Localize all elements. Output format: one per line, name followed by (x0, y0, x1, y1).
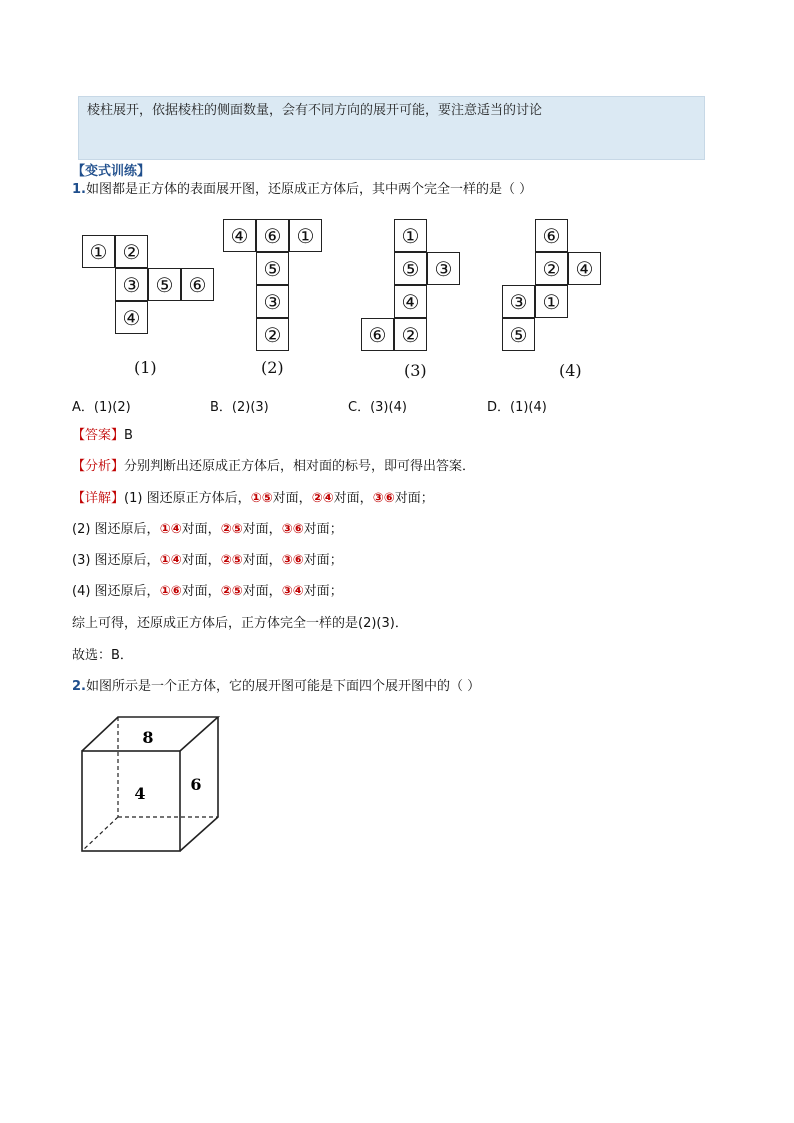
q1-text: 如图都是正方体的表面展开图，还原成正方体后，其中两个完全一样的是（ ） (85, 182, 533, 197)
net-2-cell: ⑤ (256, 252, 289, 285)
net-4-cell: ⑤ (502, 318, 535, 351)
detail-prefix: (2) 图还原后， (72, 522, 160, 537)
detail-tag: 【详解】 (72, 491, 125, 506)
q1-number: 1. (72, 182, 86, 197)
net-2-label: (2) (261, 358, 284, 377)
q1-stem (72, 182, 532, 198)
detail-prefix: (1) 图还原正方体后， (124, 491, 251, 506)
detail-pair: ②④ (311, 491, 334, 506)
pair-suffix: 对面 (242, 522, 269, 537)
summary-line: 综上可得，还原成正方体后，正方体完全一样的是(2)(3)． (72, 616, 408, 631)
pair-suffix: 对面 (272, 491, 299, 506)
hidden-edge (82, 817, 118, 851)
cube-right-label: 6 (190, 775, 202, 794)
detail-pair: ②⑤ (220, 584, 243, 599)
net-1-label: (1) (134, 358, 157, 377)
net-1-cell: ③ (115, 268, 148, 301)
analysis-line (72, 459, 475, 475)
net-3-cell: ④ (394, 285, 427, 318)
option-b[interactable]: B．(2)(3) (210, 400, 269, 415)
detail-line-1: 【详解】(1) 图还原正方体后，①⑤对面，②④对面，③⑥对面； (72, 491, 434, 506)
net-2-cell: ⑥ (256, 219, 289, 252)
pair-suffix: 对面 (181, 522, 208, 537)
net-4-cell: ③ (502, 285, 535, 318)
pair-suffix: 对面 (181, 584, 208, 599)
cube-top-label: 8 (142, 728, 154, 747)
pair-suffix: 对面 (242, 553, 269, 568)
q2-stem (72, 679, 480, 695)
net-1-cell: ⑤ (148, 268, 181, 301)
answer-line (72, 428, 133, 444)
net-2-cell: ② (256, 318, 289, 351)
note-text: 棱柱展开，依据棱柱的侧面数量，会有不同方向的展开可能，要注意适当的讨论 (87, 103, 543, 118)
option-a[interactable]: A．(1)(2) (72, 400, 131, 415)
net-3-cell: ① (394, 219, 427, 252)
q2-text: 如图所示是一个正方体，它的展开图可能是下面四个展开图中的（ ） (85, 679, 481, 694)
detail-prefix: (3) 图还原后， (72, 553, 160, 568)
net-2-cell: ③ (256, 285, 289, 318)
answer-tag: 【答案】 (72, 428, 125, 443)
detail-line-3: (3) 图还原后，①④对面，②⑤对面，③⑥对面； (72, 553, 343, 568)
net-4-cell: ⑥ (535, 219, 568, 252)
net-1-cell: ② (115, 235, 148, 268)
detail-pair: ③④ (281, 584, 304, 599)
net-1-cell: ④ (115, 301, 148, 334)
choice-line: 故选：B． (72, 648, 133, 663)
front-face (82, 751, 180, 851)
pair-suffix: 对面 (303, 553, 330, 568)
detail-pair: ③⑥ (281, 522, 304, 537)
option-d[interactable]: D．(1)(4) (487, 400, 547, 415)
net-3-label: (3) (404, 361, 427, 380)
analysis-tag: 【分析】 (72, 459, 125, 474)
pair-suffix: 对面 (333, 491, 360, 506)
net-3-cell: ⑥ (361, 318, 394, 351)
net-1-cell: ① (82, 235, 115, 268)
net-3-cell: ⑤ (394, 252, 427, 285)
detail-pair: ①④ (159, 553, 182, 568)
net-2-cell: ④ (223, 219, 256, 252)
pair-suffix: 对面 (303, 522, 330, 537)
detail-prefix: (4) 图还原后， (72, 584, 160, 599)
detail-pair: ③⑥ (281, 553, 304, 568)
cube-front-label: 4 (134, 784, 146, 803)
detail-pair: ③⑥ (372, 491, 395, 506)
net-2-cell: ① (289, 219, 322, 252)
net-4-cell: ② (535, 252, 568, 285)
pair-suffix: 对面 (394, 491, 421, 506)
detail-pair: ②⑤ (220, 522, 243, 537)
option-c[interactable]: C．(3)(4) (348, 400, 407, 415)
note-box (78, 96, 705, 160)
section-heading: 【变式训练】 (72, 164, 151, 179)
answer-value: B (124, 428, 133, 443)
pair-suffix: 对面 (181, 553, 208, 568)
pair-suffix: 对面 (303, 584, 330, 599)
detail-pair: ①⑥ (159, 584, 182, 599)
pair-suffix: 对面 (242, 584, 269, 599)
net-4-cell: ① (535, 285, 568, 318)
net-4-cell: ④ (568, 252, 601, 285)
detail-pair: ①⑤ (250, 491, 273, 506)
detail-line-4: (4) 图还原后，①⑥对面，②⑤对面，③④对面； (72, 584, 343, 599)
q2-number: 2. (72, 679, 86, 694)
net-3-cell: ③ (427, 252, 460, 285)
net-4-label: (4) (559, 361, 582, 380)
net-3-cell: ② (394, 318, 427, 351)
net-1-cell: ⑥ (181, 268, 214, 301)
cube-figure (70, 710, 230, 860)
analysis-text: 分别判断出还原成正方体后，相对面的标号，即可得出答案． (124, 459, 476, 474)
detail-line-2: (2) 图还原后，①④对面，②⑤对面，③⑥对面； (72, 522, 343, 537)
detail-pair: ①④ (159, 522, 182, 537)
detail-pair: ②⑤ (220, 553, 243, 568)
